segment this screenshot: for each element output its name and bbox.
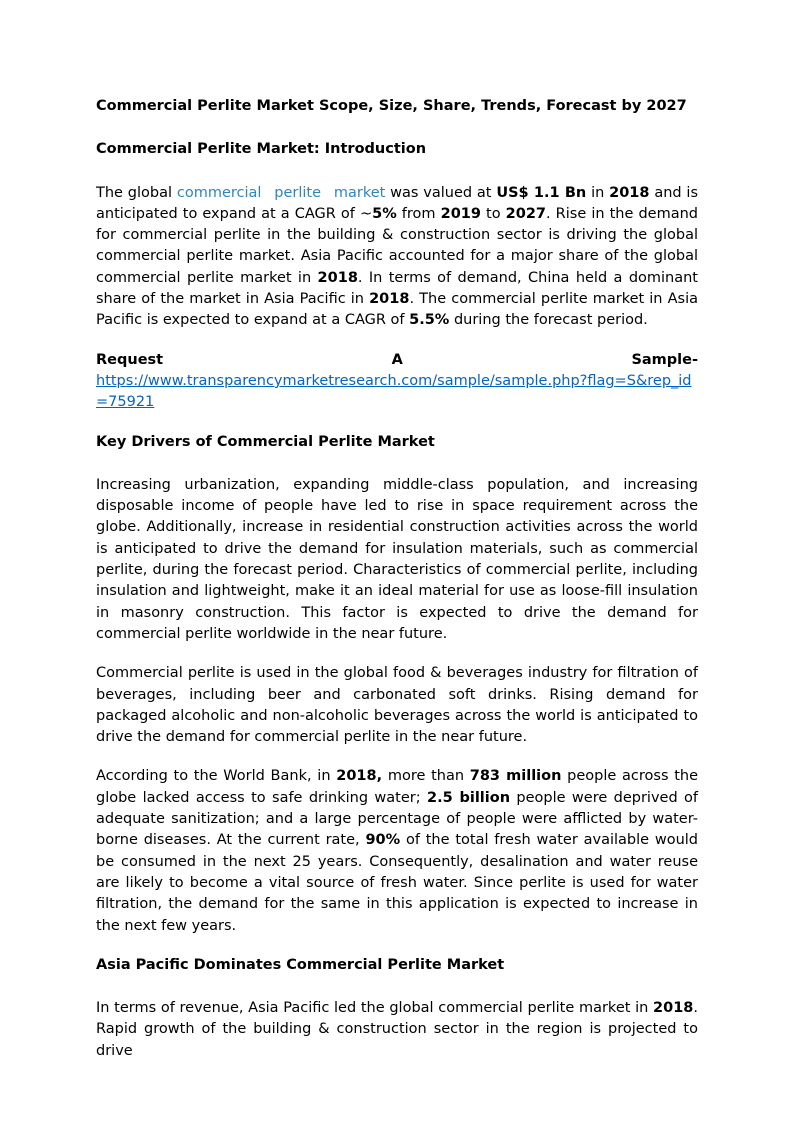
market-value: US$ 1.1 Bn bbox=[496, 184, 587, 201]
document-title: Commercial Perlite Market Scope, Size, Share, Trends, Forecast by 2027 bbox=[96, 98, 687, 114]
intro-text: in bbox=[586, 184, 610, 201]
drivers-paragraph-2: Commercial perlite is used in the global food & beverages industry for filtration of beverages, including beer and carbonated soft drinks. Rising demand for packaged alcoholic and non-alcoholic beverages across the world is anticipated to drive the demand for commercial perlite in the near future. bbox=[96, 665, 698, 746]
key-drivers-heading: Key Drivers of Commercial Perlite Market bbox=[96, 433, 435, 450]
asia-pacific-heading: Asia Pacific Dominates Commercial Perlite Market bbox=[96, 956, 505, 973]
fresh-water-percentage: 90% bbox=[365, 832, 401, 849]
commercial-perlite-market-link[interactable]: commercial perlite market bbox=[176, 184, 386, 201]
intro-text: . In terms of demand, China held a dominant share of the market in Asia Pacific in bbox=[96, 269, 698, 308]
request-sample-block bbox=[96, 350, 698, 414]
intro-text: . Rise in the demand for commercial perlite in the building & construction sector is driving the global commercial perlite market. Asia Pacific accounted for a major share of the global commercial perlite market in bbox=[96, 205, 698, 286]
drivers-paragraph-3 bbox=[96, 766, 698, 936]
people-without-sanitization: 2.5 billion bbox=[426, 789, 511, 806]
intro-text: and is anticipated to expand at a CAGR of ~ bbox=[96, 184, 699, 222]
forecast-end-year: 2027 bbox=[505, 205, 547, 222]
sample-request-link[interactable]: https://www.transparencymarketresearch.com/sample/sample.php?flag=S&rep_id=75921 bbox=[96, 372, 692, 411]
introduction-heading: Commercial Perlite Market: Introduction bbox=[96, 141, 427, 158]
intro-text: to bbox=[480, 205, 506, 222]
paragraph-text: people were deprived of adequate sanitization; and a large percentage of people were afflicted by water-borne diseases. At the current rate, bbox=[96, 789, 698, 849]
people-without-water: 783 million bbox=[469, 768, 562, 785]
document-page bbox=[96, 96, 698, 1080]
paragraph-text: more than bbox=[382, 768, 470, 785]
introduction-paragraph bbox=[96, 183, 698, 332]
world-bank-year: 2018, bbox=[336, 768, 383, 785]
asia-pacific-year: 2018 bbox=[653, 1000, 694, 1017]
intro-text: The global bbox=[96, 184, 177, 201]
intro-text: . The commercial perlite market in Asia Pacific is expected to expand at a CAGR of bbox=[96, 291, 698, 329]
drivers-paragraph-1: Increasing urbanization, expanding middle-class population, and increasing disposable income of people have led to rise in space requirement across the globe. Additionally, increase in residential construction activities across the world is anticipated to drive the demand for insulation materials, such as commercial perlite, during the forecast period. Characteristics of commercial perlite, including insulation and lightweight, make it an ideal material for use as loose-fill insulation in masonry construction. This factor is expected to drive the demand for commercial perlite worldwide in the near future. bbox=[96, 476, 698, 642]
forecast-start-year: 2019 bbox=[440, 205, 481, 222]
request-word: Sample- bbox=[631, 351, 698, 368]
year-china-share: 2018 bbox=[369, 291, 410, 308]
cagr-value: 5% bbox=[372, 205, 397, 222]
paragraph-text: In terms of revenue, Asia Pacific led the global commercial perlite market in bbox=[96, 1000, 654, 1017]
paragraph-text: people across the globe lacked access to safe drinking water; bbox=[96, 768, 699, 806]
year-valued: 2018 bbox=[609, 184, 650, 201]
paragraph-text: of the total fresh water available would be consumed in the next 25 years. Consequently, desalination and water reuse are likely to become a vital source of fresh water. Since perlite is used for water filtration, the demand for the same in this application is expected to increase in the next few years. bbox=[96, 832, 698, 934]
request-word: A bbox=[391, 351, 403, 368]
paragraph-text: According to the World Bank, in bbox=[96, 768, 337, 785]
request-word: Request bbox=[96, 351, 164, 368]
asia-pacific-paragraph bbox=[96, 998, 698, 1062]
intro-text: from bbox=[396, 205, 441, 222]
asia-pacific-cagr: 5.5% bbox=[409, 312, 450, 329]
request-sample-label bbox=[96, 350, 698, 371]
intro-text: during the forecast period. bbox=[449, 312, 648, 329]
paragraph-text: . Rapid growth of the building & construction sector in the region is projected to drive bbox=[96, 1000, 698, 1059]
intro-text: was valued at bbox=[385, 184, 497, 201]
year-asia-share: 2018 bbox=[317, 269, 358, 286]
